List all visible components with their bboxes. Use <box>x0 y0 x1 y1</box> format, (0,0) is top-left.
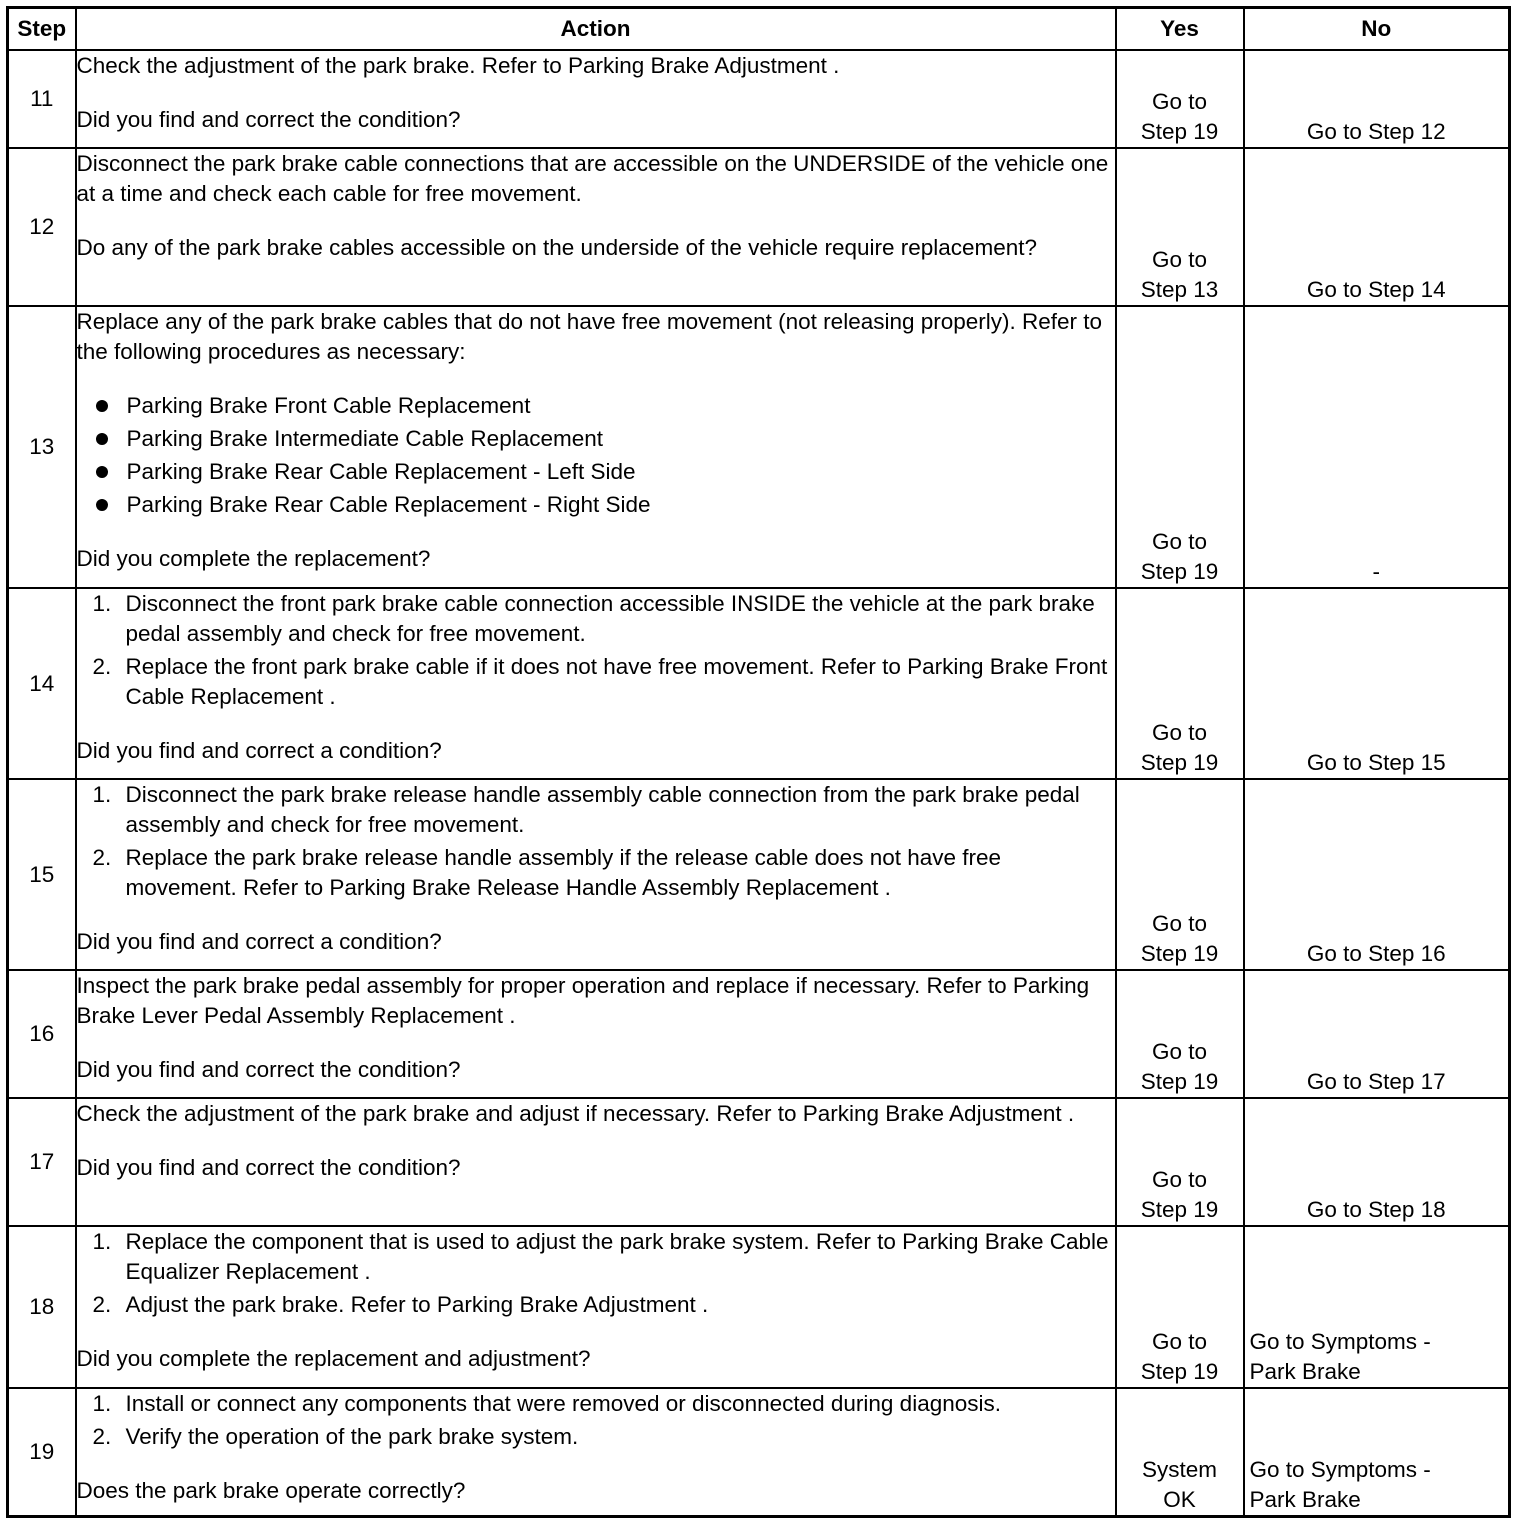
yes-line: Go to <box>1151 247 1208 272</box>
no-line: Park Brake <box>1249 1487 1361 1512</box>
numbered-list <box>77 1227 1115 1320</box>
bullet-text: Parking Brake Intermediate Cable Replacement <box>126 426 603 451</box>
yes-line: Go to <box>1151 720 1208 745</box>
numbered-item: 1. Install or connect any components that were removed or disconnected during diagnosis. <box>92 1391 1002 1416</box>
numbered-list <box>77 780 1115 903</box>
no-cell <box>1244 306 1510 588</box>
item-text: Replace the component that is used to adjust the park brake system. Refer to Parking Brake Cable Equalizer Replacement . <box>125 1229 1109 1284</box>
no-line: Park Brake <box>1249 1359 1361 1384</box>
table-row <box>8 50 1510 148</box>
no-line: Go to Symptoms - <box>1249 1329 1431 1354</box>
numbered-item: 2. Replace the front park brake cable if it does not have free movement. Refer to Parking Brake Front Cable Replacement . <box>92 654 1108 709</box>
yes-line: Step 13 <box>1140 277 1219 302</box>
step-number: 19 <box>8 1388 76 1517</box>
yes-line: Step 19 <box>1140 750 1219 775</box>
no-line: Go to Step 15 <box>1306 750 1446 775</box>
diagnostic-table <box>6 6 1511 1518</box>
step-number: 14 <box>8 588 76 779</box>
bullet-item <box>77 391 1115 421</box>
no-line: Go to Step 14 <box>1306 277 1446 302</box>
no-cell <box>1244 1226 1510 1388</box>
table-row <box>8 970 1510 1098</box>
table-row <box>8 779 1510 970</box>
bullet-text: Parking Brake Front Cable Replacement <box>126 393 531 418</box>
no-cell <box>1244 1098 1510 1226</box>
item-text: Replace the front park brake cable if it does not have free movement. Refer to Parking Brake Front Cable Replacement . <box>125 654 1108 709</box>
step-number: 16 <box>8 970 76 1098</box>
table-row <box>8 1098 1510 1226</box>
bullet-text: Parking Brake Rear Cable Replacement - Left Side <box>126 459 636 484</box>
bullet-icon <box>96 400 108 412</box>
yes-line: Go to <box>1151 1039 1208 1064</box>
action-cell <box>76 306 1116 588</box>
bullet-list <box>77 391 1115 520</box>
action-question: Did you find and correct the condition? <box>76 1057 461 1082</box>
no-cell <box>1244 148 1510 306</box>
bullet-icon <box>96 466 108 478</box>
header-row <box>8 8 1510 51</box>
header-action: Action <box>76 8 1116 51</box>
action-question: Did you complete the replacement and adjustment? <box>76 1346 591 1371</box>
yes-line: Go to <box>1151 1167 1208 1192</box>
action-text: Check the adjustment of the park brake and adjust if necessary. Refer to Parking Brake Adjustment . <box>76 1101 1075 1126</box>
step-number: 11 <box>8 50 76 148</box>
no-line: Go to Step 17 <box>1306 1069 1446 1094</box>
no-cell <box>1244 779 1510 970</box>
no-line: Go to Step 12 <box>1306 119 1446 144</box>
no-cell <box>1244 1388 1510 1517</box>
no-line: - <box>1372 559 1380 584</box>
action-question: Do any of the park brake cables accessible on the underside of the vehicle require replacement? <box>76 235 1038 260</box>
yes-line: Go to <box>1151 1329 1208 1354</box>
yes-line: Step 19 <box>1140 1359 1219 1384</box>
action-text: Inspect the park brake pedal assembly for proper operation and replace if necessary. Refer to Parking Brake Lever Pedal Assembly Replacement . <box>76 973 1090 1028</box>
yes-cell <box>1116 970 1244 1098</box>
item-text: Replace the park brake release handle assembly if the release cable does not have free movement. Refer to Parking Brake Release Handle Assembly Replacement . <box>125 845 1002 900</box>
yes-line: Go to <box>1151 911 1208 936</box>
bullet-text: Parking Brake Rear Cable Replacement - Right Side <box>126 492 651 517</box>
yes-cell <box>1116 588 1244 779</box>
numbered-item: 1. Replace the component that is used to adjust the park brake system. Refer to Parking Brake Cable Equalizer Replacement . <box>92 1229 1109 1284</box>
no-cell <box>1244 970 1510 1098</box>
action-cell <box>76 1098 1116 1226</box>
yes-cell <box>1116 1098 1244 1226</box>
yes-line: Step 19 <box>1140 559 1219 584</box>
yes-cell <box>1116 306 1244 588</box>
numbered-item: 1. Disconnect the front park brake cable connection accessible INSIDE the vehicle at the park brake pedal assembly and check for free movement. <box>92 591 1095 646</box>
table-row <box>8 306 1510 588</box>
numbered-item: 1. Disconnect the park brake release handle assembly cable connection from the park brake pedal assembly and check for free movement. <box>92 782 1080 837</box>
step-number: 18 <box>8 1226 76 1388</box>
yes-line: Step 19 <box>1140 1069 1219 1094</box>
item-text: Disconnect the park brake release handle assembly cable connection from the park brake pedal assembly and check for free movement. <box>125 782 1080 837</box>
item-text: Disconnect the front park brake cable connection accessible INSIDE the vehicle at the park brake pedal assembly and check for free movement. <box>125 591 1095 646</box>
step-number: 15 <box>8 779 76 970</box>
action-cell <box>76 779 1116 970</box>
yes-cell <box>1116 50 1244 148</box>
yes-cell <box>1116 1388 1244 1517</box>
numbered-item: 2. Verify the operation of the park brake system. <box>92 1424 579 1449</box>
yes-cell <box>1116 779 1244 970</box>
yes-line: Step 19 <box>1140 941 1219 966</box>
no-cell <box>1244 50 1510 148</box>
bullet-item <box>77 424 1115 454</box>
bullet-item <box>77 490 1115 520</box>
header-no: No <box>1244 8 1510 51</box>
action-cell <box>76 1388 1116 1517</box>
action-question: Did you find and correct a condition? <box>76 738 442 763</box>
step-number: 12 <box>8 148 76 306</box>
bullet-icon <box>96 433 108 445</box>
no-line: Go to Step 16 <box>1306 941 1446 966</box>
yes-line: Step 19 <box>1140 119 1219 144</box>
action-cell <box>76 588 1116 779</box>
action-cell <box>76 50 1116 148</box>
yes-cell <box>1116 1226 1244 1388</box>
action-question: Did you find and correct the condition? <box>76 107 461 132</box>
numbered-list <box>77 1389 1115 1452</box>
numbered-item: 2. Adjust the park brake. Refer to Parking Brake Adjustment . <box>92 1292 709 1317</box>
yes-line: OK <box>1163 1487 1196 1512</box>
action-question: Does the park brake operate correctly? <box>76 1478 466 1503</box>
action-text: Check the adjustment of the park brake. Refer to Parking Brake Adjustment . <box>76 53 840 78</box>
no-line: Go to Step 18 <box>1306 1197 1446 1222</box>
header-yes: Yes <box>1116 8 1244 51</box>
bullet-item <box>77 457 1115 487</box>
yes-line: Step 19 <box>1140 1197 1219 1222</box>
table-row <box>8 148 1510 306</box>
table-row <box>8 1226 1510 1388</box>
action-question: Did you complete the replacement? <box>76 546 431 571</box>
table-row <box>8 588 1510 779</box>
step-number: 13 <box>8 306 76 588</box>
no-cell <box>1244 588 1510 779</box>
yes-cell <box>1116 148 1244 306</box>
action-text: Replace any of the park brake cables that do not have free movement (not releasing properly). Refer to the following procedures as necessary: <box>76 309 1103 364</box>
action-question: Did you find and correct a condition? <box>76 929 442 954</box>
item-text: Install or connect any components that were removed or disconnected during diagnosis. <box>125 1391 1002 1416</box>
no-line: Go to Symptoms - <box>1249 1457 1431 1482</box>
action-question: Did you find and correct the condition? <box>76 1155 461 1180</box>
item-text: Adjust the park brake. Refer to Parking Brake Adjustment . <box>125 1292 709 1317</box>
table-row <box>8 1388 1510 1517</box>
bullet-icon <box>96 499 108 511</box>
yes-line: System <box>1141 1457 1217 1482</box>
step-number: 17 <box>8 1098 76 1226</box>
action-cell <box>76 1226 1116 1388</box>
yes-line: Go to <box>1151 89 1208 114</box>
numbered-list <box>77 589 1115 712</box>
header-step: Step <box>8 8 76 51</box>
action-cell <box>76 148 1116 306</box>
action-cell <box>76 970 1116 1098</box>
numbered-item: 2. Replace the park brake release handle assembly if the release cable does not have free movement. Refer to Parking Brake Release Handle Assembly Replacement . <box>92 845 1002 900</box>
yes-line: Go to <box>1151 529 1208 554</box>
item-text: Verify the operation of the park brake system. <box>125 1424 579 1449</box>
action-text: Disconnect the park brake cable connections that are accessible on the UNDERSIDE of the vehicle one at a time and check each cable for free movement. <box>76 151 1109 206</box>
